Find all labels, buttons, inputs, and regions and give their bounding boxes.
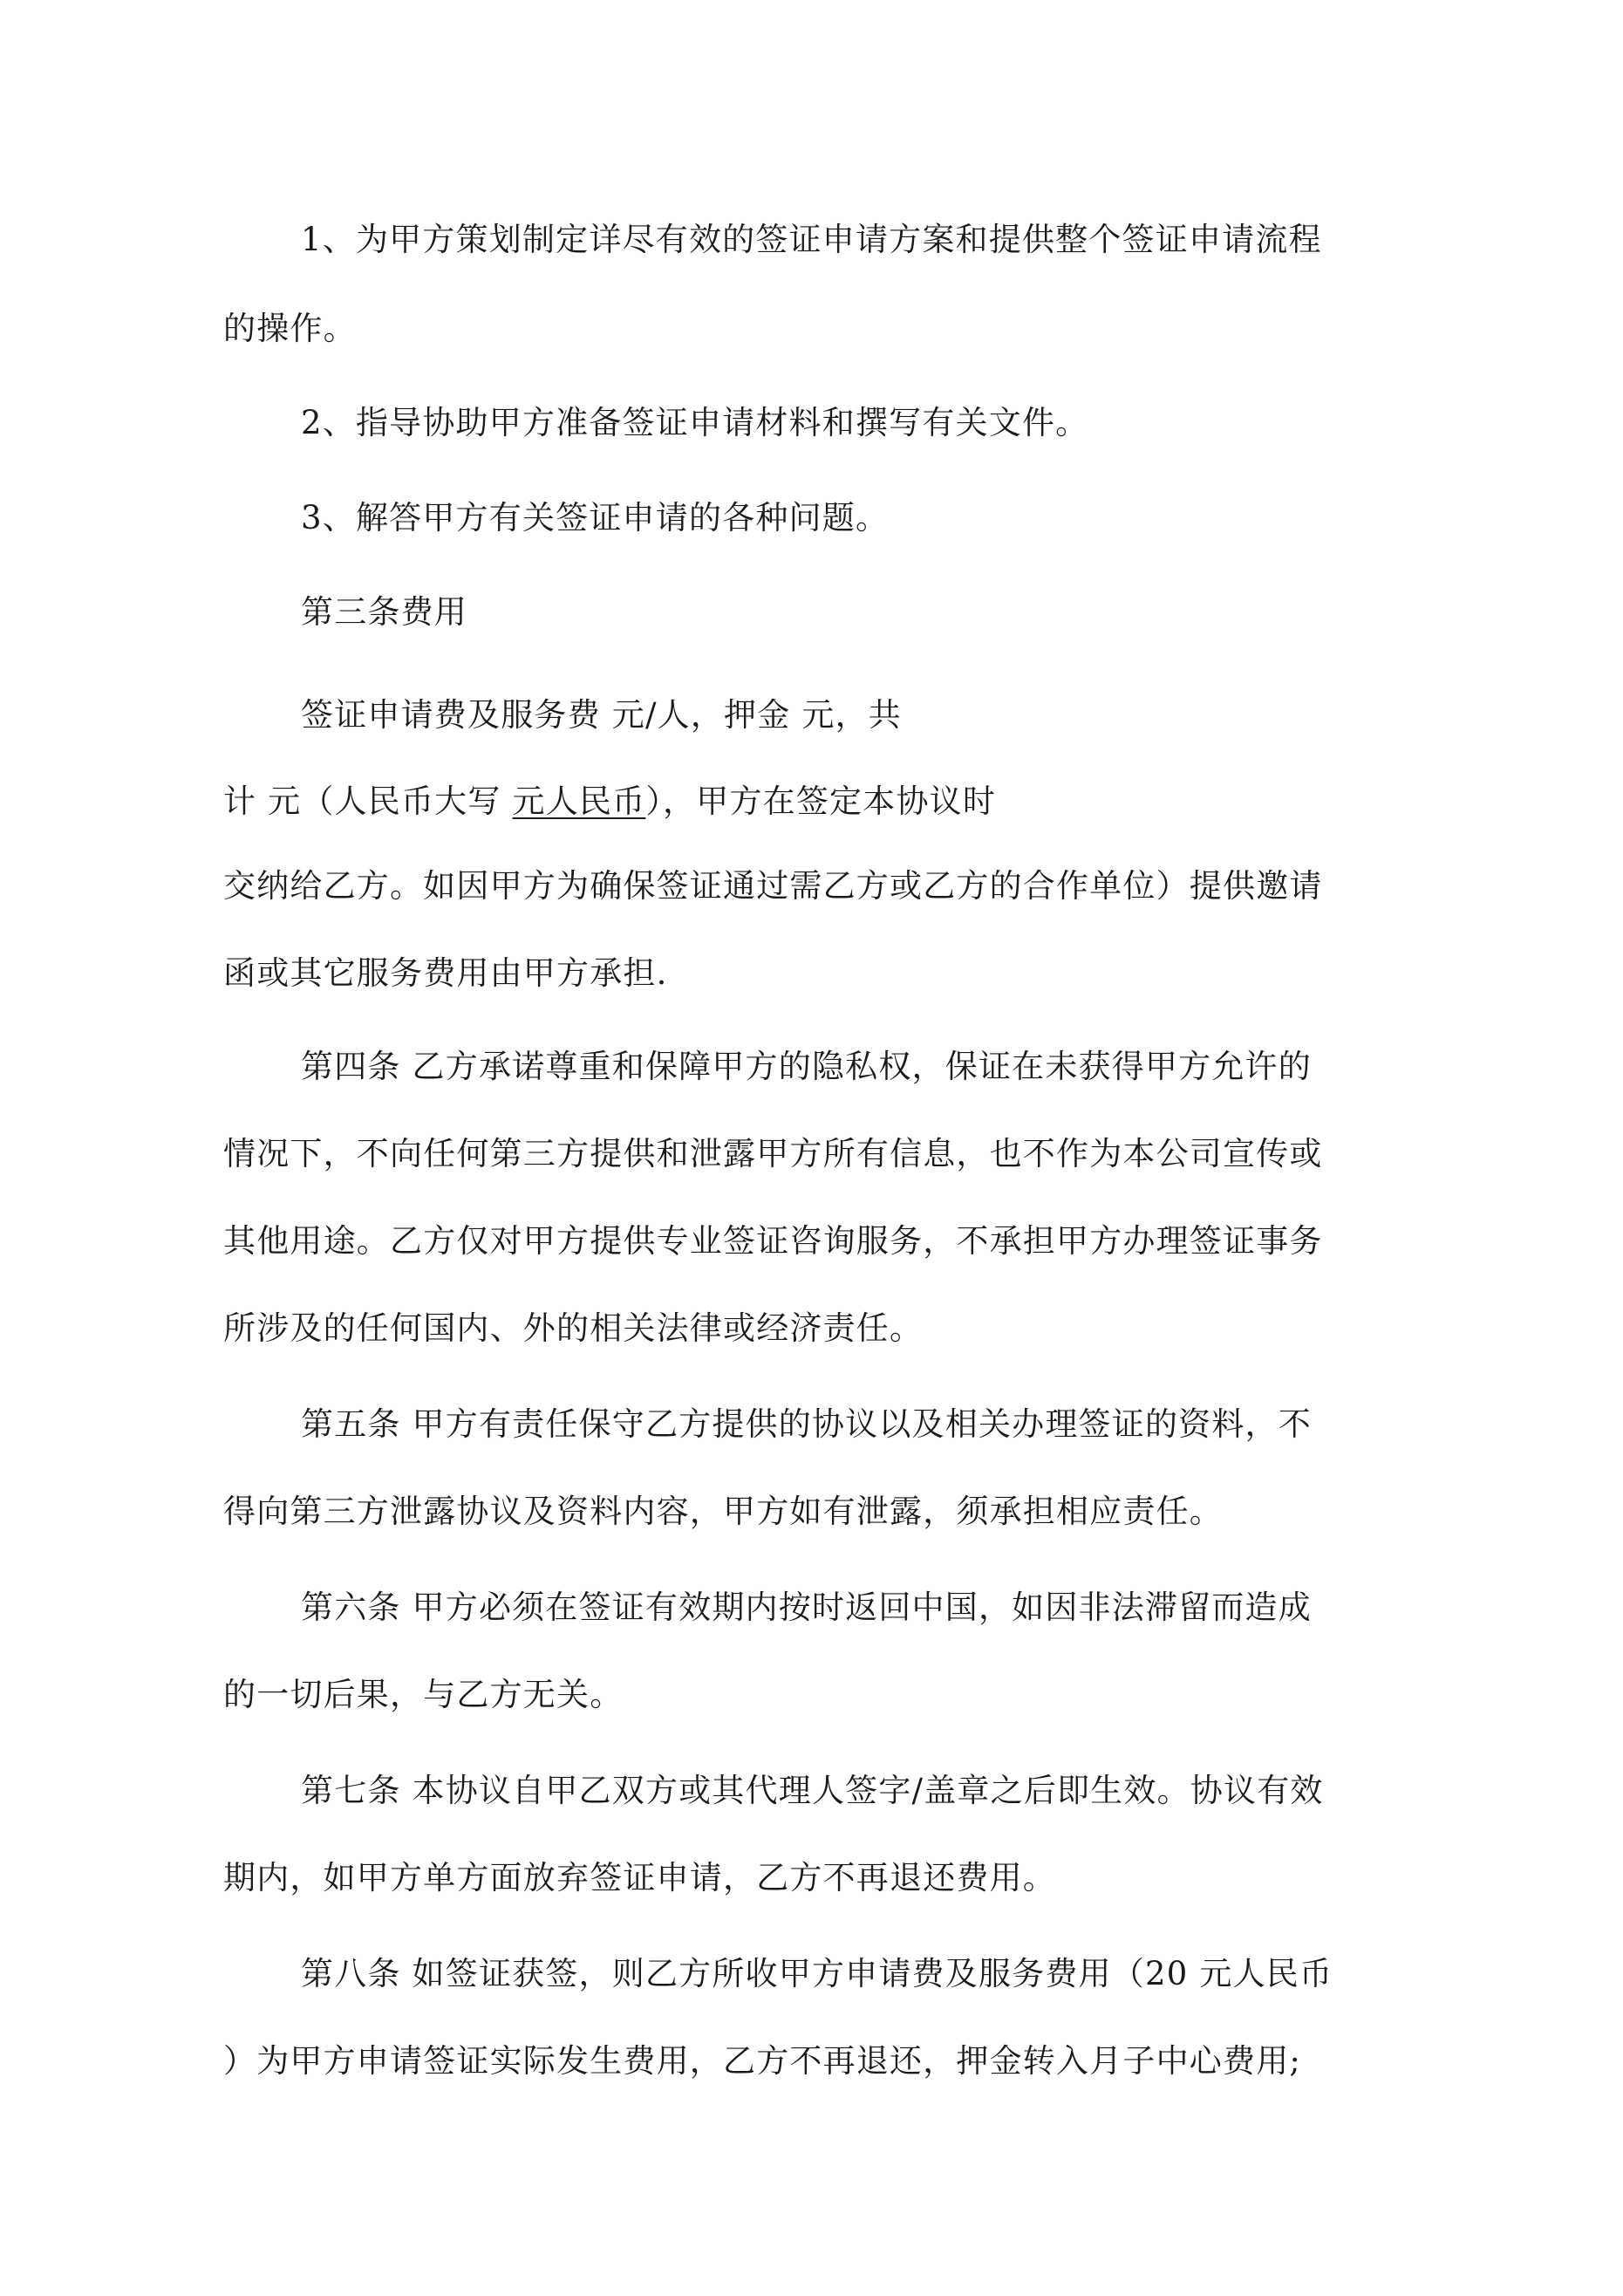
fee-line3: 交纳给乙方。如因甲方为确保签证通过需乙方或乙方的合作单位）提供邀请	[223, 867, 1323, 905]
article8-line1: 第八条 如签证获签，则乙方所收甲方申请费及服务费用（20 元人民币	[301, 1955, 1333, 1992]
item2-line: 2、指导协助甲方准备签证申请材料和撰写有关文件。	[301, 404, 1089, 441]
article4-line1: 第四条 乙方承诺尊重和保障甲方的隐私权，保证在未获得甲方允许的	[301, 1048, 1312, 1085]
article5-line2: 得向第三方泄露协议及资料内容，甲方如有泄露，须承担相应责任。	[223, 1493, 1223, 1530]
fee-line2	[223, 779, 1418, 824]
article7-line1: 第七条 本协议自甲乙双方或其代理人签字/盖章之后即生效。协议有效	[301, 1772, 1324, 1809]
fee-line1: 签证申请费及服务费 元/人，押金 元，共	[301, 696, 902, 734]
item1-line1: 1、为甲方策划制定详尽有效的签证申请方案和提供整个签证申请流程	[301, 221, 1322, 258]
article3-heading: 第三条费用	[301, 593, 467, 631]
item3-line: 3、解答甲方有关签证申请的各种问题。	[301, 499, 890, 536]
fee-amount-underlined: 元人民币	[512, 782, 646, 820]
fee-line2-part1: 计 元（人民币大写	[223, 782, 513, 820]
article6-line2: 的一切后果，与乙方无关。	[223, 1676, 624, 1713]
article4-line4: 所涉及的任何国内、外的相关法律或经济责任。	[223, 1309, 924, 1347]
article6-line1: 第六条 甲方必须在签证有效期内按时返回中国，如因非法滞留而造成	[301, 1589, 1312, 1626]
article7-line2: 期内，如甲方单方面放弃签证申请，乙方不再退还费用。	[223, 1859, 1056, 1896]
article4-line3: 其他用途。乙方仅对甲方提供专业签证咨询服务，不承担甲方办理签证事务	[223, 1222, 1323, 1260]
fee-line2-part2: ），甲方在签定本协议时	[645, 782, 997, 820]
item1-line2: 的操作。	[223, 310, 357, 347]
article8-line2: ）为甲方申请签证实际发生费用，乙方不再退还，押金转入月子中心费用;	[223, 2042, 1302, 2080]
article4-line2: 情况下，不向任何第三方提供和泄露甲方所有信息，也不作为本公司宣传或	[223, 1135, 1323, 1172]
article5-line1: 第五条 甲方有责任保守乙方提供的协议以及相关办理签证的资料，不	[301, 1405, 1312, 1443]
fee-line4: 函或其它服务费用由甲方承担.	[223, 954, 668, 992]
